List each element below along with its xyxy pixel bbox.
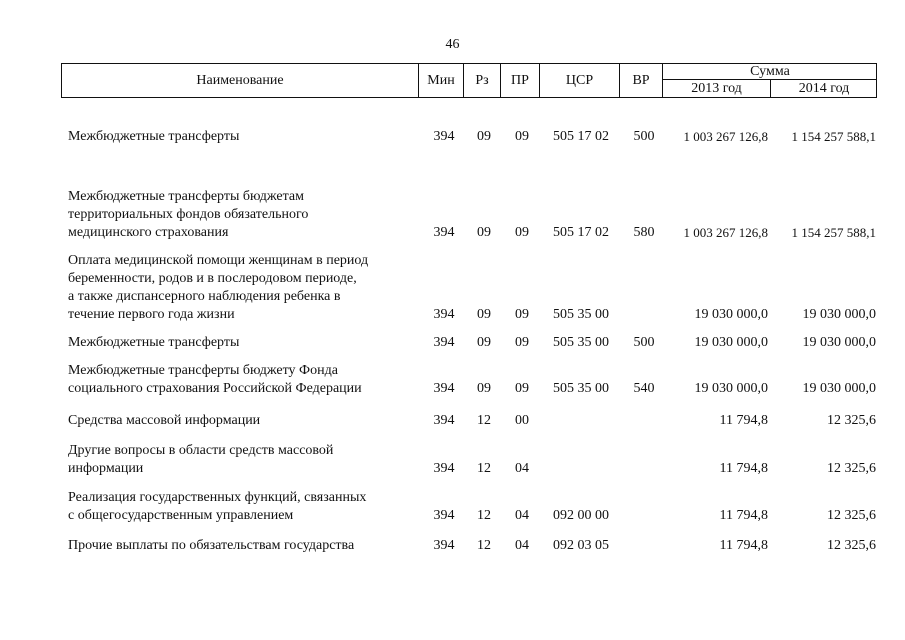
table-row (0, 489, 905, 525)
row-sum-2014: 19 030 000,0 (802, 307, 876, 322)
row-name: Межбюджетные трансферты (68, 335, 240, 350)
row-rz: 09 (477, 335, 491, 350)
row-rz: 12 (477, 538, 491, 553)
row-pr: 04 (515, 508, 529, 523)
row-min: 394 (433, 225, 455, 240)
row-name: Средства массовой информации (68, 413, 261, 428)
row-sum-2014: 12 325,6 (827, 538, 876, 553)
row-rz: 09 (477, 225, 491, 240)
table-header (61, 63, 877, 98)
row-name: Оплата медицинской помощи женщинам в период беременности, родов и в послеродовом периоде, а также диспансерного наблюдения ребенка в течение первого года жизни (68, 253, 369, 322)
row-sum-2014: 1 154 257 588,1 (791, 225, 876, 240)
row-pr: 09 (515, 129, 529, 144)
row-name: Реализация государственных функций, связанных с общегосударственным управлением (68, 490, 367, 523)
row-sum-2013: 19 030 000,0 (694, 307, 768, 322)
header-vr: ВР (620, 64, 663, 97)
row-csr: 505 35 00 (553, 307, 609, 322)
row-sum-2013: 19 030 000,0 (694, 381, 768, 396)
row-sum-2013: 11 794,8 (719, 461, 768, 476)
row-vr: 500 (633, 129, 655, 144)
table-row (0, 128, 905, 146)
header-pr: ПР (501, 64, 540, 97)
row-name: Межбюджетные трансферты бюджетам территориальных фондов обязательного медицинского страхования (68, 189, 309, 240)
row-sum-2013: 19 030 000,0 (694, 335, 768, 350)
table-row (0, 252, 905, 324)
row-csr: 092 00 00 (553, 508, 609, 523)
row-csr: 505 35 00 (553, 381, 609, 396)
row-pr: 09 (515, 335, 529, 350)
row-sum-2013: 1 003 267 126,8 (683, 129, 768, 144)
row-name: Другие вопросы в области средств массовой информации (68, 443, 334, 476)
row-pr: 00 (515, 413, 529, 428)
row-vr: 540 (633, 381, 655, 396)
row-sum-2014: 19 030 000,0 (802, 335, 876, 350)
table-row (0, 188, 905, 242)
row-vr: 500 (633, 335, 655, 350)
row-rz: 12 (477, 461, 491, 476)
row-min: 394 (433, 538, 455, 553)
row-name: Межбюджетные трансферты (68, 129, 240, 144)
row-rz: 12 (477, 508, 491, 523)
row-sum-2013: 11 794,8 (719, 508, 768, 523)
table-row (0, 362, 905, 398)
row-sum-2014: 12 325,6 (827, 508, 876, 523)
table-row (0, 537, 905, 555)
row-min: 394 (433, 381, 455, 396)
row-min: 394 (433, 129, 455, 144)
row-csr: 505 17 02 (553, 225, 609, 240)
row-sum-2014: 19 030 000,0 (802, 381, 876, 396)
row-min: 394 (433, 461, 455, 476)
table-row (0, 442, 905, 478)
row-csr: 505 35 00 (553, 335, 609, 350)
header-min: Мин (419, 64, 464, 97)
row-name: Межбюджетные трансферты бюджету Фонда социального страхования Российской Федерации (68, 363, 362, 396)
row-min: 394 (433, 307, 455, 322)
header-year-2014: 2014 год (798, 80, 850, 96)
row-min: 394 (433, 335, 455, 350)
row-rz: 09 (477, 129, 491, 144)
header-name: Наименование (62, 64, 419, 97)
row-vr: 580 (633, 225, 655, 240)
row-pr: 04 (515, 538, 529, 553)
row-rz: 09 (477, 307, 491, 322)
row-pr: 04 (515, 461, 529, 476)
header-sum: Сумма (663, 64, 877, 80)
row-pr: 09 (515, 381, 529, 396)
row-sum-2013: 1 003 267 126,8 (683, 225, 768, 240)
header-rz: Рз (464, 64, 501, 97)
row-csr: 092 03 05 (553, 538, 609, 553)
header-csr: ЦСР (540, 64, 620, 97)
row-name: Прочие выплаты по обязательствам государства (68, 538, 355, 553)
row-rz: 12 (477, 413, 491, 428)
row-sum-2014: 12 325,6 (827, 461, 876, 476)
row-rz: 09 (477, 381, 491, 396)
row-min: 394 (433, 413, 455, 428)
page-number: 46 (445, 37, 460, 52)
row-min: 394 (433, 508, 455, 523)
row-sum-2013: 11 794,8 (719, 538, 768, 553)
row-sum-2013: 11 794,8 (719, 413, 768, 428)
header-year-2013: 2013 год (663, 80, 771, 97)
row-sum-2014: 1 154 257 588,1 (791, 129, 876, 144)
table-row (0, 334, 905, 352)
table-row (0, 412, 905, 430)
row-csr: 505 17 02 (553, 129, 609, 144)
row-pr: 09 (515, 307, 529, 322)
row-pr: 09 (515, 225, 529, 240)
row-sum-2014: 12 325,6 (827, 413, 876, 428)
